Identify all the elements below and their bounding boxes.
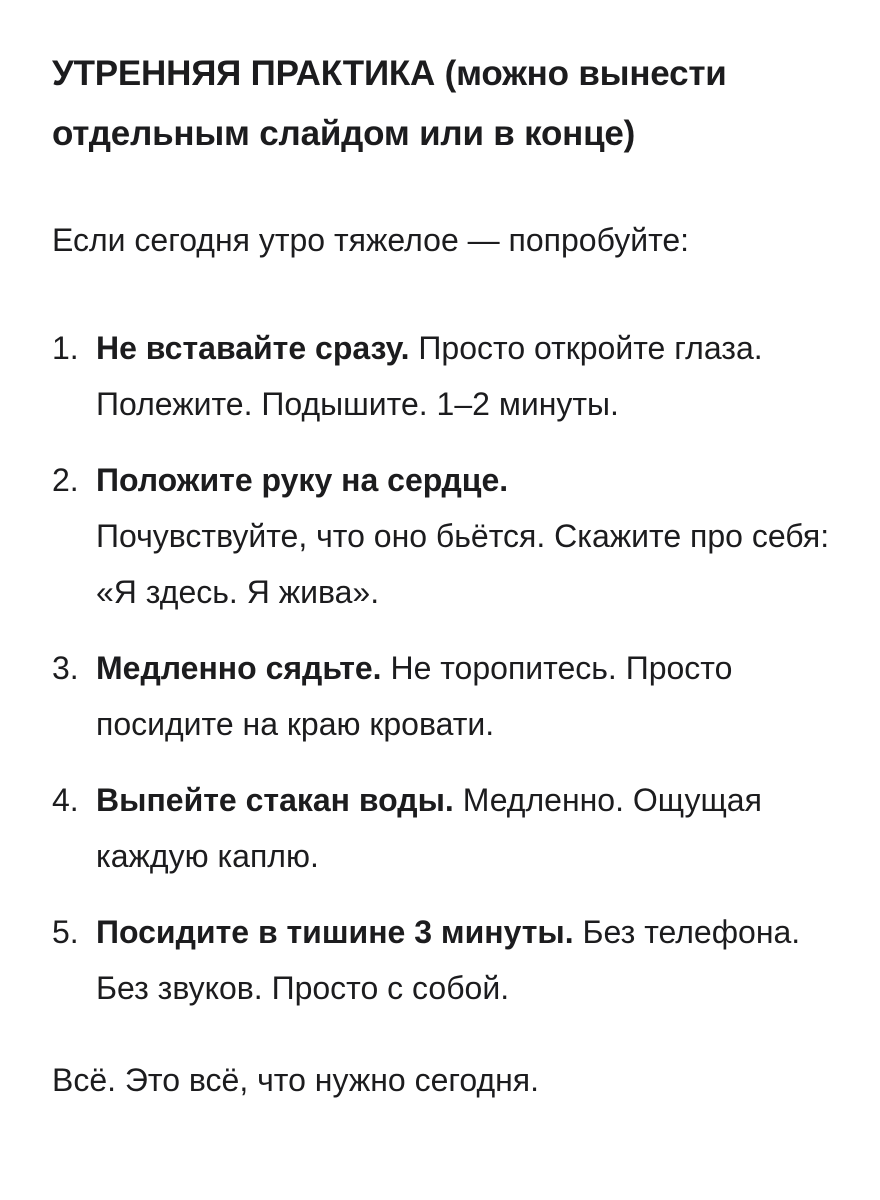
- list-item: [52, 640, 850, 752]
- step-title: Выпейте стакан воды.: [96, 782, 454, 818]
- step-text: Без телефона. Без звуков. Просто с собой.: [96, 914, 801, 1006]
- step-text: Просто откройте глаза. Полежите. Подышите. 1–2 минуты.: [96, 330, 763, 422]
- document-heading: УТРЕННЯЯ ПРАКТИКА (можно вынести отдельным слайдом или в конце): [52, 54, 727, 153]
- list-item: [52, 772, 850, 884]
- step-title: Посидите в тишине 3 минуты.: [96, 914, 574, 950]
- step-number: 2.: [52, 462, 79, 498]
- practice-steps-list: [52, 320, 850, 1016]
- list-item: [52, 452, 850, 620]
- step-title: Положите руку на сердце.: [96, 462, 509, 498]
- list-item: [52, 904, 850, 1016]
- list-item: [52, 320, 850, 432]
- step-title: Не вставайте сразу.: [96, 330, 410, 366]
- step-text: Почувствуйте, что оно бьётся. Скажите про себя: «Я здесь. Я жива».: [96, 518, 830, 610]
- step-number: 1.: [52, 330, 79, 366]
- intro-text: Если сегодня утро тяжелое — попробуйте:: [52, 222, 690, 258]
- step-number: 3.: [52, 650, 79, 686]
- step-number: 4.: [52, 782, 79, 818]
- step-text: Медленно. Ощущая каждую каплю.: [96, 782, 762, 874]
- step-title: Медленно сядьте.: [96, 650, 382, 686]
- closing-text: Всё. Это всё, что нужно сегодня.: [52, 1062, 539, 1098]
- step-text: Не торопитесь. Просто посидите на краю кровати.: [96, 650, 733, 742]
- step-number: 5.: [52, 914, 79, 950]
